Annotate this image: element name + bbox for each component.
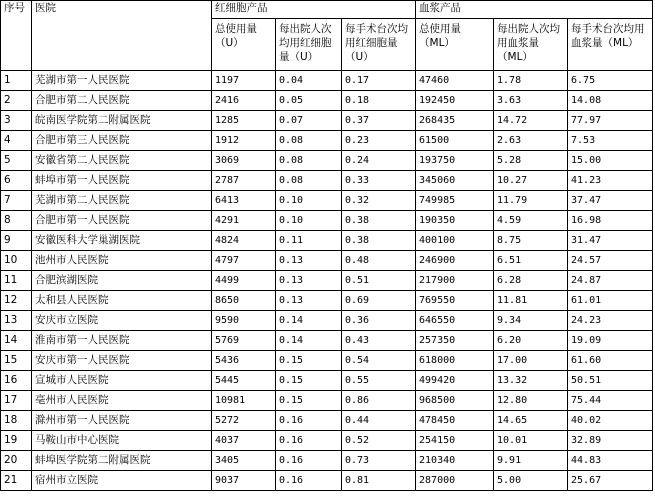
cell-plasma-per-surgery: 75.44 — [568, 391, 653, 411]
cell-hospital: 合肥市第二人民医院 — [32, 91, 212, 111]
cell-plasma-total: 254150 — [416, 431, 494, 451]
cell-rbc-per-discharge: 0.04 — [276, 71, 342, 91]
cell-plasma-per-surgery: 15.00 — [568, 151, 653, 171]
cell-rbc-per-discharge: 0.08 — [276, 131, 342, 151]
cell-plasma-per-surgery: 31.47 — [568, 231, 653, 251]
cell-plasma-per-discharge: 2.63 — [494, 131, 568, 151]
cell-plasma-per-surgery: 37.47 — [568, 191, 653, 211]
cell-plasma-per-discharge: 1.78 — [494, 71, 568, 91]
cell-rbc-total: 9590 — [212, 311, 276, 331]
cell-plasma-per-surgery: 25.67 — [568, 471, 653, 491]
cell-rbc-per-discharge: 0.07 — [276, 111, 342, 131]
table-row — [1, 111, 653, 131]
cell-rbc-per-discharge: 0.15 — [276, 351, 342, 371]
cell-rbc-per-surgery: 0.51 — [342, 271, 416, 291]
table-row — [1, 451, 653, 471]
cell-plasma-per-discharge: 14.72 — [494, 111, 568, 131]
cell-hospital: 合肥市第三人民医院 — [32, 131, 212, 151]
header-no: 序号 — [1, 1, 32, 71]
header-plasma-group: 血浆产品 — [416, 1, 653, 19]
cell-plasma-per-surgery: 24.57 — [568, 251, 653, 271]
cell-plasma-total: 257350 — [416, 331, 494, 351]
cell-rbc-per-surgery: 0.38 — [342, 231, 416, 251]
cell-rbc-per-surgery: 0.37 — [342, 111, 416, 131]
table-row — [1, 211, 653, 231]
cell-hospital: 安徽省第二人民医院 — [32, 151, 212, 171]
cell-plasma-total: 499420 — [416, 371, 494, 391]
cell-rbc-total: 5272 — [212, 411, 276, 431]
cell-plasma-per-discharge: 10.01 — [494, 431, 568, 451]
cell-rbc-total: 4499 — [212, 271, 276, 291]
cell-plasma-total: 217900 — [416, 271, 494, 291]
cell-rbc-total: 4291 — [212, 211, 276, 231]
cell-no: 9 — [1, 231, 32, 251]
cell-plasma-per-surgery: 44.83 — [568, 451, 653, 471]
cell-rbc-total: 3069 — [212, 151, 276, 171]
cell-rbc-total: 8650 — [212, 291, 276, 311]
cell-rbc-per-discharge: 0.16 — [276, 451, 342, 471]
cell-rbc-per-surgery: 0.43 — [342, 331, 416, 351]
cell-no: 17 — [1, 391, 32, 411]
cell-plasma-per-surgery: 24.23 — [568, 311, 653, 331]
cell-plasma-total: 646550 — [416, 311, 494, 331]
cell-plasma-per-discharge: 13.32 — [494, 371, 568, 391]
cell-plasma-total: 47460 — [416, 71, 494, 91]
cell-rbc-per-surgery: 0.73 — [342, 451, 416, 471]
cell-rbc-per-discharge: 0.13 — [276, 271, 342, 291]
header-plasma-total: 总使用量（ML） — [416, 19, 494, 71]
cell-hospital: 皖南医学院第二附属医院 — [32, 111, 212, 131]
cell-plasma-total: 210340 — [416, 451, 494, 471]
cell-hospital: 芜湖市第二人民医院 — [32, 191, 212, 211]
cell-plasma-total: 287000 — [416, 471, 494, 491]
cell-rbc-total: 4037 — [212, 431, 276, 451]
cell-rbc-total: 6413 — [212, 191, 276, 211]
header-hospital: 医院 — [32, 1, 212, 71]
table-row — [1, 251, 653, 271]
table-row — [1, 411, 653, 431]
cell-plasma-total: 400100 — [416, 231, 494, 251]
cell-no: 12 — [1, 291, 32, 311]
header-rbc-total: 总使用量（U） — [212, 19, 276, 71]
cell-plasma-per-discharge: 8.75 — [494, 231, 568, 251]
table-row — [1, 231, 653, 251]
cell-rbc-per-discharge: 0.13 — [276, 251, 342, 271]
cell-plasma-total: 61500 — [416, 131, 494, 151]
table-row — [1, 431, 653, 451]
cell-rbc-per-surgery: 0.24 — [342, 151, 416, 171]
cell-plasma-per-surgery: 41.23 — [568, 171, 653, 191]
cell-hospital: 亳州市人民医院 — [32, 391, 212, 411]
cell-plasma-per-surgery: 77.97 — [568, 111, 653, 131]
cell-rbc-per-discharge: 0.05 — [276, 91, 342, 111]
cell-plasma-total: 478450 — [416, 411, 494, 431]
cell-plasma-per-discharge: 11.79 — [494, 191, 568, 211]
cell-no: 8 — [1, 211, 32, 231]
cell-hospital: 合肥滨湖医院 — [32, 271, 212, 291]
cell-rbc-total: 5769 — [212, 331, 276, 351]
cell-no: 3 — [1, 111, 32, 131]
cell-plasma-per-discharge: 3.63 — [494, 91, 568, 111]
cell-rbc-per-discharge: 0.16 — [276, 431, 342, 451]
cell-rbc-per-surgery: 0.54 — [342, 351, 416, 371]
cell-rbc-per-discharge: 0.10 — [276, 211, 342, 231]
cell-no: 18 — [1, 411, 32, 431]
cell-plasma-per-surgery: 16.98 — [568, 211, 653, 231]
cell-plasma-per-discharge: 6.20 — [494, 331, 568, 351]
cell-plasma-per-surgery: 6.75 — [568, 71, 653, 91]
cell-rbc-total: 2787 — [212, 171, 276, 191]
cell-plasma-per-discharge: 4.59 — [494, 211, 568, 231]
cell-no: 15 — [1, 351, 32, 371]
cell-plasma-per-discharge: 5.00 — [494, 471, 568, 491]
cell-rbc-per-surgery: 0.48 — [342, 251, 416, 271]
cell-hospital: 蚌埠医学院第二附属医院 — [32, 451, 212, 471]
cell-plasma-total: 968500 — [416, 391, 494, 411]
cell-no: 10 — [1, 251, 32, 271]
cell-hospital: 蚌埠市第一人民医院 — [32, 171, 212, 191]
cell-rbc-per-surgery: 0.38 — [342, 211, 416, 231]
cell-rbc-total: 1285 — [212, 111, 276, 131]
cell-rbc-total: 4824 — [212, 231, 276, 251]
cell-no: 7 — [1, 191, 32, 211]
cell-rbc-total: 10981 — [212, 391, 276, 411]
cell-plasma-total: 193750 — [416, 151, 494, 171]
table-row — [1, 351, 653, 371]
cell-hospital: 安徽医科大学巢湖医院 — [32, 231, 212, 251]
cell-hospital: 宣城市人民医院 — [32, 371, 212, 391]
cell-plasma-per-surgery: 7.53 — [568, 131, 653, 151]
cell-hospital: 太和县人民医院 — [32, 291, 212, 311]
cell-plasma-total: 190350 — [416, 211, 494, 231]
cell-plasma-total: 268435 — [416, 111, 494, 131]
cell-hospital: 滁州市第一人民医院 — [32, 411, 212, 431]
cell-hospital: 宿州市立医院 — [32, 471, 212, 491]
table-row — [1, 331, 653, 351]
table-row — [1, 271, 653, 291]
cell-rbc-per-surgery: 0.32 — [342, 191, 416, 211]
cell-no: 16 — [1, 371, 32, 391]
cell-no: 5 — [1, 151, 32, 171]
cell-plasma-total: 345060 — [416, 171, 494, 191]
cell-plasma-per-surgery: 19.09 — [568, 331, 653, 351]
table-row — [1, 91, 653, 111]
cell-plasma-per-discharge: 9.91 — [494, 451, 568, 471]
cell-hospital: 安庆市第一人民医院 — [32, 351, 212, 371]
cell-rbc-per-surgery: 0.17 — [342, 71, 416, 91]
cell-rbc-per-discharge: 0.16 — [276, 411, 342, 431]
cell-rbc-total: 4797 — [212, 251, 276, 271]
cell-rbc-per-discharge: 0.14 — [276, 331, 342, 351]
table-body — [1, 71, 653, 491]
cell-plasma-per-discharge: 10.27 — [494, 171, 568, 191]
cell-rbc-total: 2416 — [212, 91, 276, 111]
cell-plasma-per-surgery: 14.08 — [568, 91, 653, 111]
table-row — [1, 191, 653, 211]
cell-rbc-per-surgery: 0.18 — [342, 91, 416, 111]
cell-no: 2 — [1, 91, 32, 111]
cell-rbc-total: 1912 — [212, 131, 276, 151]
cell-plasma-per-surgery: 61.60 — [568, 351, 653, 371]
cell-rbc-per-discharge: 0.11 — [276, 231, 342, 251]
cell-rbc-per-discharge: 0.15 — [276, 371, 342, 391]
cell-rbc-total: 3405 — [212, 451, 276, 471]
cell-plasma-total: 618000 — [416, 351, 494, 371]
header-plasma-per-discharge: 每出院人次均用血浆量（ML） — [494, 19, 568, 71]
cell-rbc-total: 5445 — [212, 371, 276, 391]
cell-plasma-per-surgery: 24.87 — [568, 271, 653, 291]
cell-rbc-per-surgery: 0.55 — [342, 371, 416, 391]
cell-plasma-per-discharge: 5.28 — [494, 151, 568, 171]
cell-no: 1 — [1, 71, 32, 91]
cell-rbc-total: 9037 — [212, 471, 276, 491]
table-row — [1, 71, 653, 91]
table-row — [1, 171, 653, 191]
table-row — [1, 371, 653, 391]
cell-plasma-per-surgery: 50.51 — [568, 371, 653, 391]
header-row-group — [1, 1, 653, 19]
table-row — [1, 131, 653, 151]
header-plasma-per-surgery: 每手术台次均用血浆量（ML） — [568, 19, 653, 71]
cell-plasma-per-discharge: 12.80 — [494, 391, 568, 411]
cell-plasma-total: 246900 — [416, 251, 494, 271]
cell-plasma-total: 769550 — [416, 291, 494, 311]
cell-hospital: 淮南市第一人民医院 — [32, 331, 212, 351]
cell-no: 21 — [1, 471, 32, 491]
cell-rbc-per-discharge: 0.15 — [276, 391, 342, 411]
header-rbc-per-surgery: 每手术台次均用红细胞量（U） — [342, 19, 416, 71]
cell-plasma-per-discharge: 6.51 — [494, 251, 568, 271]
cell-hospital: 安庆市立医院 — [32, 311, 212, 331]
cell-plasma-per-discharge: 9.34 — [494, 311, 568, 331]
cell-rbc-per-surgery: 0.81 — [342, 471, 416, 491]
cell-rbc-per-surgery: 0.33 — [342, 171, 416, 191]
cell-hospital: 池州市人民医院 — [32, 251, 212, 271]
cell-plasma-per-surgery: 61.01 — [568, 291, 653, 311]
cell-hospital: 芜湖市第一人民医院 — [32, 71, 212, 91]
cell-rbc-per-discharge: 0.16 — [276, 471, 342, 491]
cell-no: 6 — [1, 171, 32, 191]
cell-plasma-per-discharge: 14.65 — [494, 411, 568, 431]
cell-no: 13 — [1, 311, 32, 331]
cell-rbc-per-surgery: 0.69 — [342, 291, 416, 311]
cell-plasma-per-discharge: 6.28 — [494, 271, 568, 291]
cell-hospital: 合肥市第一人民医院 — [32, 211, 212, 231]
cell-plasma-per-discharge: 17.00 — [494, 351, 568, 371]
cell-rbc-per-surgery: 0.36 — [342, 311, 416, 331]
header-rbc-group: 红细胞产品 — [212, 1, 416, 19]
cell-rbc-per-discharge: 0.10 — [276, 191, 342, 211]
cell-no: 11 — [1, 271, 32, 291]
cell-no: 14 — [1, 331, 32, 351]
cell-hospital: 马鞍山市中心医院 — [32, 431, 212, 451]
cell-rbc-per-discharge: 0.08 — [276, 171, 342, 191]
cell-rbc-total: 1197 — [212, 71, 276, 91]
cell-rbc-per-surgery: 0.44 — [342, 411, 416, 431]
cell-rbc-per-discharge: 0.13 — [276, 291, 342, 311]
cell-no: 19 — [1, 431, 32, 451]
cell-plasma-per-surgery: 32.89 — [568, 431, 653, 451]
table-row — [1, 291, 653, 311]
cell-rbc-per-surgery: 0.23 — [342, 131, 416, 151]
cell-plasma-per-discharge: 11.81 — [494, 291, 568, 311]
table-row — [1, 391, 653, 411]
cell-plasma-per-surgery: 40.02 — [568, 411, 653, 431]
cell-no: 20 — [1, 451, 32, 471]
cell-rbc-per-discharge: 0.14 — [276, 311, 342, 331]
header-rbc-per-discharge: 每出院人次均用红细胞量（U） — [276, 19, 342, 71]
cell-plasma-total: 192450 — [416, 91, 494, 111]
cell-no: 4 — [1, 131, 32, 151]
cell-rbc-total: 5436 — [212, 351, 276, 371]
table-row — [1, 151, 653, 171]
cell-plasma-total: 749985 — [416, 191, 494, 211]
table-row — [1, 311, 653, 331]
table-row — [1, 471, 653, 491]
cell-rbc-per-surgery: 0.52 — [342, 431, 416, 451]
cell-rbc-per-surgery: 0.86 — [342, 391, 416, 411]
cell-rbc-per-discharge: 0.08 — [276, 151, 342, 171]
